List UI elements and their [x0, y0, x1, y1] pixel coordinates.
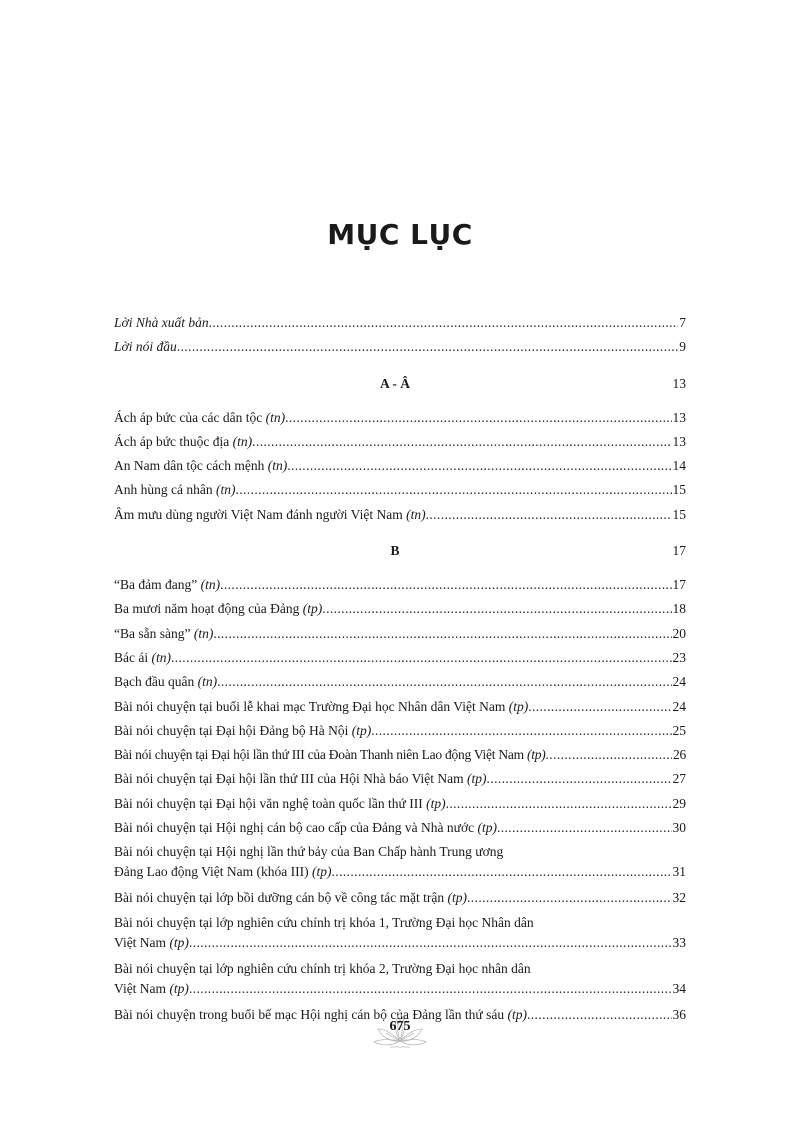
entry-type: (tp)	[527, 747, 546, 763]
entry-type: (tp)	[426, 795, 446, 811]
entry-title: Âm mưu dùng người Việt Nam đánh người Việt Nam	[114, 506, 403, 522]
toc-entry[interactable]	[114, 670, 686, 694]
toc-entry[interactable]	[114, 454, 686, 478]
dot-leader	[287, 454, 671, 478]
section-letter: A - Â	[380, 375, 410, 391]
dot-leader	[546, 743, 672, 767]
toc-entry[interactable]	[114, 503, 686, 527]
entry-page: 13	[672, 409, 686, 425]
entry-title-line1: Bài nói chuyện tại Hội nghị lần thứ bảy của Ban Chấp hành Trung ương	[114, 844, 504, 860]
dot-leader	[426, 503, 672, 527]
entry-title: Bài nói chuyện tại buổi lễ khai mạc Trường Đại học Nhân dân Việt Nam	[114, 698, 506, 714]
dot-leader	[217, 670, 671, 694]
entry-title: Ách áp bức của các dân tộc	[114, 409, 263, 425]
entry-title: Bài nói chuyện tại Đại hội lần thứ III của Đoàn Thanh niên Lao động Việt Nam	[114, 747, 524, 763]
entry-page: 30	[672, 820, 686, 836]
toc-entry[interactable]	[114, 695, 686, 719]
entry-title: “Ba đảm đang”	[114, 577, 198, 593]
dot-leader	[371, 719, 671, 743]
table-of-contents	[114, 311, 686, 1027]
section-page: 13	[672, 375, 686, 391]
entry-title: Việt Nam	[114, 934, 167, 950]
dot-leader	[189, 979, 672, 999]
section-letter: B	[390, 543, 400, 559]
entry-type: (tp)	[169, 934, 189, 950]
dot-leader	[446, 792, 672, 816]
entry-page: 23	[672, 649, 686, 665]
entry-type: (tn)	[197, 674, 218, 690]
entry-type: (tn)	[215, 482, 236, 498]
entry-type: (tn)	[200, 577, 221, 593]
entry-title: Bài nói chuyện tại Hội nghị cán bộ cao cấp của Đảng và Nhà nước	[114, 820, 475, 836]
dot-leader	[528, 695, 671, 719]
dot-leader	[487, 767, 672, 791]
entry-page: 15	[672, 482, 686, 498]
entry-page: 29	[672, 795, 686, 811]
entry-title: An Nam dân tộc cách mệnh	[114, 458, 265, 474]
entry-title: Việt Nam	[114, 980, 167, 996]
toc-entry[interactable]	[114, 430, 686, 454]
entry-type: (tp)	[312, 864, 332, 880]
entry-title: Lời Nhà xuất bản	[114, 315, 209, 330]
page-title: MỤC LỤC	[327, 218, 473, 251]
toc-entry[interactable]	[114, 406, 686, 430]
entry-title: Bài nói chuyện tại Đại hội văn nghệ toàn quốc lần thứ III	[114, 795, 423, 811]
entry-title: Ách áp bức thuộc địa	[114, 433, 230, 449]
dot-leader	[322, 597, 671, 621]
entry-page: 17	[672, 577, 686, 593]
entry-title: Bài nói chuyện trong buổi bế mạc Hội nghị cán bộ của Đảng lần thứ sáu	[114, 1006, 505, 1022]
toc-entry[interactable]	[114, 816, 686, 840]
entry-page: 33	[672, 934, 686, 950]
toc-entry[interactable]	[114, 597, 686, 621]
dot-leader	[177, 335, 679, 359]
entry-page: 15	[672, 506, 686, 522]
entry-type: (tp)	[447, 890, 468, 906]
toc-entry[interactable]	[114, 311, 686, 335]
toc-entry[interactable]	[114, 743, 686, 767]
entry-page: 26	[673, 747, 686, 763]
entry-type: (tp)	[477, 820, 497, 836]
entry-type: (tn)	[267, 458, 288, 474]
toc-entry[interactable]	[114, 719, 686, 743]
section-page: 17	[672, 543, 686, 559]
toc-entry[interactable]	[114, 478, 686, 502]
entry-title: Đảng Lao động Việt Nam (khóa III)	[114, 864, 309, 880]
entry-page: 24	[672, 698, 686, 714]
entry-page: 9	[679, 339, 686, 355]
entry-page: 31	[672, 864, 686, 880]
dot-leader	[252, 430, 671, 454]
entry-type: (tn)	[265, 409, 286, 425]
toc-entry[interactable]	[114, 767, 686, 791]
entry-type: (tn)	[193, 625, 214, 641]
toc-entry[interactable]	[114, 957, 686, 1003]
toc-entry[interactable]	[114, 335, 686, 359]
dot-leader	[220, 573, 671, 597]
entry-page: 13	[672, 433, 686, 449]
entry-type: (tp)	[169, 980, 189, 996]
entry-title: Lời nói đầu	[114, 339, 177, 355]
page-number: 675	[389, 1019, 411, 1034]
entry-page: 18	[672, 601, 686, 617]
entry-title: Bài nói chuyện tại Đại hội Đảng bộ Hà Nội	[114, 722, 349, 738]
entry-page: 36	[672, 1006, 686, 1022]
dot-leader	[497, 816, 672, 840]
entry-page: 20	[672, 625, 686, 641]
entry-title: Bài nói chuyện tại Đại hội lần thứ III của Hội Nhà báo Việt Nam	[114, 771, 464, 787]
entry-type: (tp)	[467, 771, 487, 787]
entry-title: Bác ái	[114, 649, 149, 665]
entry-title: Ba mươi năm hoạt động của Đảng	[114, 601, 300, 617]
entry-page: 25	[672, 722, 686, 738]
toc-entry[interactable]	[114, 792, 686, 816]
toc-entry[interactable]	[114, 911, 686, 957]
toc-entry[interactable]	[114, 573, 686, 597]
entry-type: (tp)	[302, 601, 323, 617]
entry-title: Bạch đầu quân	[114, 674, 195, 690]
dot-leader	[467, 886, 671, 910]
entry-page: 27	[672, 771, 686, 787]
dot-leader	[171, 646, 672, 670]
dot-leader	[285, 406, 671, 430]
entry-type: (tn)	[151, 649, 171, 665]
entry-type: (tn)	[232, 433, 253, 449]
entry-page: 34	[672, 980, 686, 996]
entry-page: 32	[672, 890, 686, 906]
toc-entry[interactable]	[114, 646, 686, 670]
entry-page: 24	[672, 674, 686, 690]
dot-leader	[213, 622, 671, 646]
entry-type: (tp)	[508, 698, 529, 714]
entry-page: 7	[679, 315, 686, 330]
section-heading[interactable]	[114, 360, 686, 406]
toc-entry[interactable]	[114, 622, 686, 646]
toc-entry[interactable]	[114, 840, 686, 886]
entry-page: 14	[672, 458, 686, 474]
page-footer	[0, 1011, 800, 1051]
dot-leader	[235, 478, 671, 502]
entry-title: “Ba sẵn sàng”	[114, 625, 191, 641]
entry-title: Bài nói chuyện tại lớp bồi dưỡng cán bộ về công tác mặt trận	[114, 890, 445, 906]
entry-type: (tn)	[406, 506, 426, 522]
entry-type: (tp)	[351, 722, 372, 738]
dot-leader	[189, 933, 672, 953]
entry-title-line1: Bài nói chuyện tại lớp nghiên cứu chính trị khóa 2, Trường Đại học nhân dân	[114, 960, 531, 976]
dot-leader	[332, 862, 672, 882]
entry-title: Anh hùng cá nhân	[114, 482, 213, 498]
entry-title-line1: Bài nói chuyện tại lớp nghiên cứu chính trị khóa 1, Trường Đại học Nhân dân	[114, 914, 534, 930]
dot-leader	[209, 311, 679, 335]
toc-entry[interactable]	[114, 886, 686, 910]
section-heading[interactable]	[114, 527, 686, 573]
entry-type: (tp)	[507, 1006, 527, 1022]
